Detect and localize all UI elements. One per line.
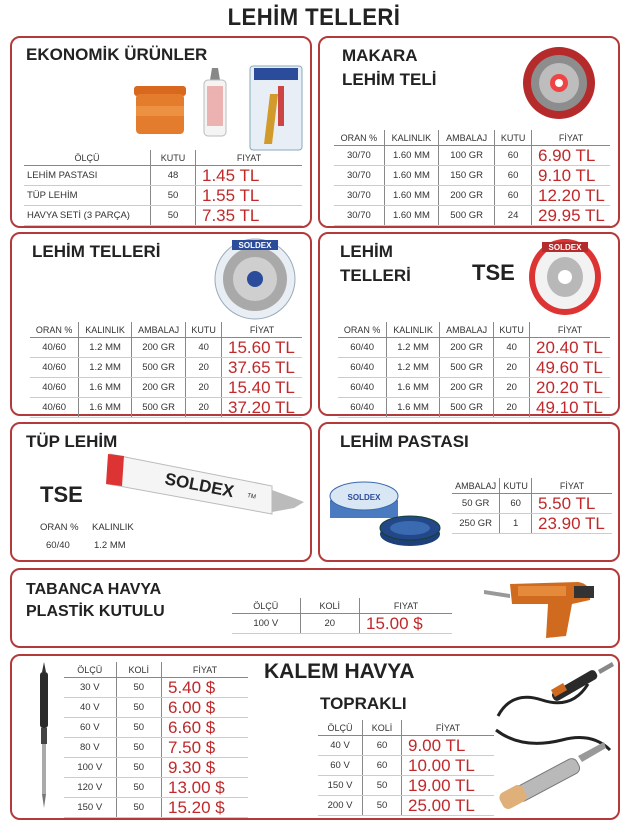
price: 49.10 TL <box>530 398 611 418</box>
table-row: 120 V 50 13.00 $ <box>64 778 248 798</box>
table-row: 40/60 1.2 MM 200 GR 40 15.60 TL <box>30 338 302 358</box>
price: 6.90 TL <box>532 146 611 166</box>
table-row: 60/40 1.6 MM 500 GR 20 49.10 TL <box>338 398 610 418</box>
table-row: 150 V 50 19.00 TL <box>318 776 494 796</box>
price: 15.60 TL <box>222 338 303 358</box>
col-header: FİYAT <box>222 322 303 338</box>
col-header: FİYAT <box>402 720 495 736</box>
price: 1.45 TL <box>196 166 303 186</box>
col-header: AMBALAJ <box>439 130 495 146</box>
lehim-telleri-card-1 <box>10 232 312 416</box>
makara-title-line1: MAKARA <box>342 46 418 65</box>
pen-iron-icon <box>32 662 56 812</box>
price: 1.55 TL <box>196 186 303 206</box>
col-header: KOLİ <box>116 662 161 678</box>
price: 20.40 TL <box>530 338 611 358</box>
lehim-pastasi-card <box>318 422 620 562</box>
toprakli-table <box>318 720 494 816</box>
paste-jar-icon <box>130 82 190 138</box>
lehim1-title: LEHİM TELLERİ <box>32 242 161 261</box>
kalem-havya-card <box>10 654 620 820</box>
soldering-gun-icon <box>482 576 606 644</box>
tup-lehim-card <box>10 422 312 562</box>
table-row: 60/40 1.2 MM 200 GR 40 20.40 TL <box>338 338 610 358</box>
table-row: LEHİM PASTASI 48 1.45 TL <box>24 166 302 186</box>
col-header: KOLİ <box>300 598 359 614</box>
table-row: TÜP LEHİM 50 1.55 TL <box>24 186 302 206</box>
lehim2-title-line1: LEHİM <box>340 242 393 261</box>
soldering-set-icon <box>248 64 304 152</box>
tin-brand: SOLDEX <box>347 493 381 502</box>
table-row: 30/70 1.60 MM 200 GR 60 12.20 TL <box>334 186 610 206</box>
price: 15.20 $ <box>162 798 249 818</box>
col-header: KUTU <box>494 322 530 338</box>
col-header: ÖLÇÜ <box>232 598 300 614</box>
lehim2-table <box>338 322 610 418</box>
price: 25.00 TL <box>402 796 495 816</box>
solder-tube-icon <box>198 66 232 138</box>
solder-tube-large-icon <box>104 442 308 524</box>
table-row: 40/60 1.6 MM 500 GR 20 37.20 TL <box>30 398 302 418</box>
price: 6.60 $ <box>162 718 249 738</box>
table-row: 60/40 1.6 MM 200 GR 20 20.20 TL <box>338 378 610 398</box>
soldex-spool-red-icon <box>526 236 604 318</box>
col-header: FİYAT <box>162 662 249 678</box>
pasta-table <box>452 478 612 534</box>
table-row: 200 V 50 25.00 TL <box>318 796 494 816</box>
table-row: 250 GR 1 23.90 TL <box>452 514 612 534</box>
col-header: KUTU <box>186 322 222 338</box>
price: 9.00 TL <box>402 736 495 756</box>
tube-brand: SOLDEX <box>163 469 236 502</box>
price: 12.20 TL <box>532 186 611 206</box>
tabanca-title-line1: TABANCA HAVYA <box>26 581 162 598</box>
page-title: LEHİM TELLERİ <box>227 4 401 31</box>
tabanca-havya-card <box>10 568 620 648</box>
tse-mark: TSE <box>472 260 515 285</box>
price: 6.00 $ <box>162 698 249 718</box>
makara-title-line2: LEHİM TELİ <box>342 70 437 89</box>
table-row: 40 V 60 9.00 TL <box>318 736 494 756</box>
ekonomik-card <box>10 36 312 228</box>
lehim-telleri-card-2 <box>318 232 620 416</box>
col-header: FİYAT <box>532 478 613 494</box>
table-row: 30/70 1.60 MM 150 GR 60 9.10 TL <box>334 166 610 186</box>
kalem-title: KALEM HAVYA <box>264 660 415 683</box>
col-header: KUTU <box>495 130 532 146</box>
tup-spec-values: 60/40 1.2 MM <box>46 540 126 551</box>
soldex-spool-icon <box>210 236 300 322</box>
makara-card <box>318 36 620 228</box>
price: 9.30 $ <box>162 758 249 778</box>
table-row: 40 V 50 6.00 $ <box>64 698 248 718</box>
spool-brand: SOLDEX <box>238 241 272 250</box>
price: 7.35 TL <box>196 206 303 226</box>
paste-tins-icon <box>326 456 442 550</box>
price: 13.00 $ <box>162 778 249 798</box>
table-row: 30/70 1.60 MM 100 GR 60 6.90 TL <box>334 146 610 166</box>
col-header: KALINLIK <box>384 130 438 146</box>
price: 5.40 $ <box>162 678 249 698</box>
kalem-table <box>64 662 248 818</box>
price: 20.20 TL <box>530 378 611 398</box>
table-row: 80 V 50 7.50 $ <box>64 738 248 758</box>
price: 23.90 TL <box>532 514 613 534</box>
lehim2-title-line2: TELLERİ <box>340 266 411 285</box>
toprakli-title: TOPRAKLI <box>320 694 407 713</box>
col-header: ORAN % <box>334 130 384 146</box>
table-row: HAVYA SETİ (3 PARÇA) 50 7.35 TL <box>24 206 302 226</box>
col-header: KOLİ <box>363 720 402 736</box>
col-header: FİYAT <box>530 322 611 338</box>
tup-title: TÜP LEHİM <box>26 432 118 451</box>
table-row: 40/60 1.2 MM 500 GR 20 37.65 TL <box>30 358 302 378</box>
col-header: AMBALAJ <box>131 322 185 338</box>
table-row: 60 V 50 6.60 $ <box>64 718 248 738</box>
col-header: AMBALAJ <box>452 478 500 494</box>
table-row: 100 V 50 9.30 $ <box>64 758 248 778</box>
table-row: 40/60 1.6 MM 200 GR 20 15.40 TL <box>30 378 302 398</box>
col-header: AMBALAJ <box>439 322 493 338</box>
solder-spool-icon <box>520 44 598 122</box>
table-row: 60 V 60 10.00 TL <box>318 756 494 776</box>
price: 37.20 TL <box>222 398 303 418</box>
grounded-irons-icon <box>492 660 616 818</box>
price: 49.60 TL <box>530 358 611 378</box>
ekonomik-title: EKONOMİK ÜRÜNLER <box>26 45 208 64</box>
table-row: 150 V 50 15.20 $ <box>64 798 248 818</box>
makara-table <box>334 130 610 226</box>
table-row: 60/40 1.2 MM 500 GR 20 49.60 TL <box>338 358 610 378</box>
lehim1-table <box>30 322 302 418</box>
col-header: ORAN % <box>30 322 79 338</box>
price: 15.40 TL <box>222 378 303 398</box>
table-row: 30/70 1.60 MM 500 GR 24 29.95 TL <box>334 206 610 226</box>
price: 15.00 $ <box>360 614 453 634</box>
tabanca-title-line2: PLASTİK KUTULU <box>26 603 165 620</box>
price: 7.50 $ <box>162 738 249 758</box>
col-header: KUTU <box>151 150 196 166</box>
pasta-title: LEHİM PASTASI <box>340 432 469 451</box>
tup-spec-headers: ORAN % KALINLIK <box>40 522 134 533</box>
col-header: KALINLIK <box>387 322 440 338</box>
col-header: KUTU <box>500 478 532 494</box>
col-header: ÖLÇÜ <box>24 150 151 166</box>
price: 29.95 TL <box>532 206 611 226</box>
price: 5.50 TL <box>532 494 613 514</box>
table-row: 100 V 20 15.00 $ <box>232 614 452 634</box>
tse-mark: TSE <box>40 482 83 507</box>
col-header: ÖLÇÜ <box>64 662 116 678</box>
table-row: 50 GR 60 5.50 TL <box>452 494 612 514</box>
tube-trademark: TM <box>246 493 257 501</box>
price: 37.65 TL <box>222 358 303 378</box>
price: 19.00 TL <box>402 776 495 796</box>
spool-brand: SOLDEX <box>548 243 582 252</box>
col-header: FIYAT <box>360 598 453 614</box>
price: 9.10 TL <box>532 166 611 186</box>
table-row: 30 V 50 5.40 $ <box>64 678 248 698</box>
tabanca-table <box>232 598 452 634</box>
ekonomik-table <box>24 150 302 226</box>
col-header: FIYAT <box>196 150 303 166</box>
col-header: FİYAT <box>532 130 611 146</box>
col-header: ÖLÇÜ <box>318 720 363 736</box>
col-header: ORAN % <box>338 322 387 338</box>
price: 10.00 TL <box>402 756 495 776</box>
col-header: KALINLIK <box>79 322 132 338</box>
